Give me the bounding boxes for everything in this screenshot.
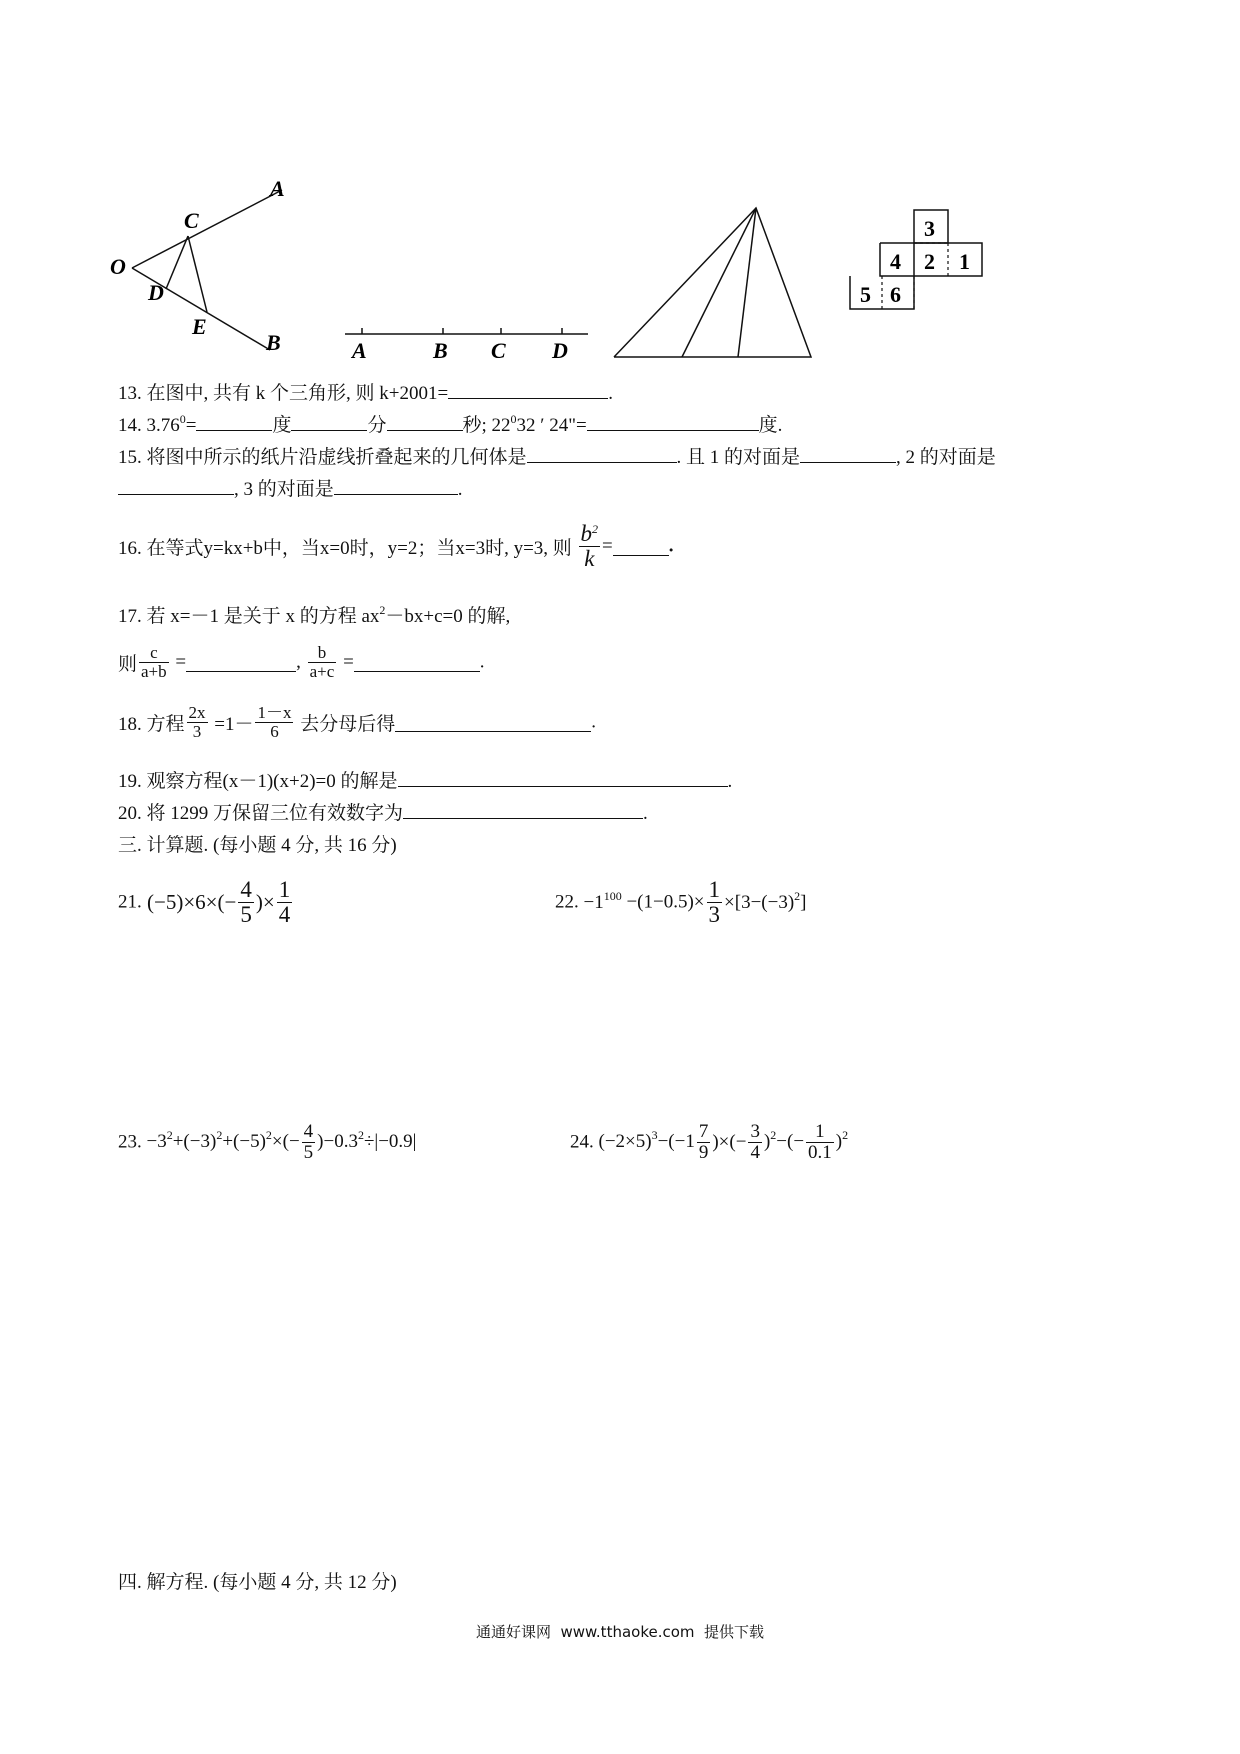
q16-answer-blank[interactable] (613, 537, 669, 556)
q21-part-b: )× (255, 890, 275, 915)
q22-part-c: ×[3−(−3) (724, 891, 795, 913)
q22-f-num: 1 (708, 877, 721, 902)
q24-part-b: −(−1 (657, 1131, 695, 1153)
q24-fraction-3 (806, 1122, 834, 1163)
q21-fraction-1 (238, 878, 254, 927)
q18-f1-den: 3 (192, 721, 202, 741)
q22-sup: 100 (603, 888, 622, 903)
q18-fraction-2 (255, 704, 293, 741)
q23-part-c: +(−5) (222, 1131, 266, 1153)
q22-f-den: 3 (708, 902, 721, 928)
q16-den: k (584, 546, 595, 572)
q15-blank-solid[interactable] (527, 444, 677, 463)
line-label-a: A (352, 338, 367, 363)
q24-h-num: 1 (806, 1122, 834, 1143)
line-label-b: B (433, 338, 448, 363)
label-d: D (148, 280, 164, 305)
question-19 (118, 766, 732, 793)
q17-fraction-2 (308, 644, 337, 681)
q19-text: 19. 观察方程(x－1)(x+2)=0 的解是 (118, 771, 398, 792)
label-c: C (184, 208, 199, 233)
q19-answer-blank[interactable] (398, 768, 728, 787)
q21-fraction-2 (277, 878, 293, 927)
q16-text: 16. 在等式y=kx+b中，当x=0时，y=2；当x=3时, y=3, 则 (118, 538, 572, 560)
q19-end: . (727, 771, 733, 792)
q22-part-d: ] (800, 891, 807, 913)
q17-text: 17. 若 x=－1 是关于 x 的方程 ax (118, 606, 380, 627)
q14-unit-end: 度. (758, 415, 783, 436)
q17-then: 则 (118, 653, 138, 675)
q15-end: . (457, 479, 463, 500)
q21-g-den: 4 (278, 902, 291, 928)
q24-h-den: 0.1 (808, 1141, 832, 1163)
question-17-answers (118, 644, 485, 681)
q22-part-b: −(1−0.5)× (626, 891, 705, 913)
q22-fraction (707, 878, 723, 927)
q22-part-a: −1 (583, 891, 604, 913)
q15-blank-2[interactable] (118, 476, 234, 495)
q17-sup: 2 (379, 603, 386, 617)
q13-end: . (608, 383, 613, 404)
q24-sup-1: 3 (651, 1128, 658, 1143)
q15-mid-2: , 2 的对面是 (896, 447, 996, 468)
q24-g-num: 3 (750, 1121, 760, 1142)
q17-f1-num: c (139, 644, 169, 663)
label-b: B (266, 330, 281, 355)
q17-eq-1: = (175, 651, 187, 673)
q18-f2-den: 6 (270, 721, 279, 741)
q14-unit-min: 分 (367, 415, 387, 436)
q21-part-a: (−5)×6×(− (147, 890, 237, 915)
question-15-line-1 (118, 442, 996, 469)
q16-eq: = (602, 535, 613, 557)
q14-blank-4[interactable] (587, 412, 759, 431)
q21-label: 21. (118, 891, 142, 913)
label-e: E (192, 314, 207, 339)
q23-f-den: 5 (303, 1141, 314, 1163)
segment-figure (340, 320, 590, 365)
q15-mid-3: , 3 的对面是 (234, 479, 334, 500)
question-24 (570, 1122, 848, 1163)
q23-part-b: +(−3) (172, 1131, 217, 1153)
question-18 (118, 704, 596, 741)
q23-f-num: 4 (303, 1121, 314, 1142)
q24-part-c: )×(− (712, 1131, 747, 1153)
q14-unit-deg: 度 (272, 415, 292, 436)
q14-blank-1[interactable] (196, 412, 272, 431)
q18-answer-blank[interactable] (395, 713, 591, 732)
q16-fraction (579, 522, 601, 571)
net-cell-1: 1 (959, 249, 970, 274)
triangle-figure (610, 205, 820, 365)
line-label-d: D (552, 338, 568, 363)
q24-f-den: 9 (698, 1141, 709, 1163)
page-footer: 通通好课网 www.tthaoke.com 提供下载 (475, 1623, 765, 1641)
q14-blank-3[interactable] (387, 412, 463, 431)
q17-f2-num: b (308, 644, 337, 663)
q13-text: 13. 在图中, 共有 k 个三角形, 则 k+2001= (118, 383, 449, 404)
q20-answer-blank[interactable] (403, 800, 643, 819)
q21-g-num: 1 (278, 877, 291, 902)
q18-end: . (591, 711, 596, 733)
angle-figure (110, 180, 330, 360)
q17-f1-den: a+b (141, 661, 167, 681)
q18-f2-num: 1－x (257, 703, 292, 722)
q16-end: . (668, 535, 674, 557)
q24-f-num: 7 (698, 1121, 709, 1142)
q24-label: 24. (570, 1131, 594, 1153)
question-13 (118, 378, 613, 405)
q20-end: . (643, 803, 648, 824)
q23-sup-1: 2 (166, 1128, 173, 1143)
q17-f2-den: a+c (309, 661, 335, 681)
net-cell-2: 2 (924, 249, 935, 274)
q24-fraction-1 (697, 1122, 711, 1163)
q17-rest: －bx+c=0 的解, (385, 606, 511, 627)
question-22 (555, 878, 807, 927)
q23-sup-2: 2 (216, 1128, 223, 1143)
question-23 (118, 1122, 416, 1163)
question-17 (118, 601, 510, 628)
q17-fraction-1 (139, 644, 169, 681)
question-15-line-2 (118, 474, 463, 501)
q22-label: 22. (555, 891, 579, 913)
question-16 (118, 522, 674, 571)
net-cell-3: 3 (924, 216, 935, 241)
q18-rest: 去分母后得 (300, 713, 396, 735)
q23-part-d: ×(− (271, 1131, 300, 1153)
q18-text: 18. 方程 (118, 713, 185, 735)
q17-end: . (479, 651, 485, 673)
label-a: A (270, 180, 285, 201)
q24-g-den: 4 (750, 1141, 760, 1163)
question-14 (118, 410, 782, 437)
q24-part-e: −(− (776, 1131, 805, 1153)
q16-num: b (580, 521, 593, 546)
q24-part-a: (−2×5) (598, 1131, 652, 1153)
q23-part-a: −3 (146, 1131, 167, 1153)
q14-sup-2: 0 (510, 412, 517, 426)
q23-part-f: ÷|−0.9| (363, 1131, 417, 1153)
q15-blank-1[interactable] (800, 444, 896, 463)
q24-sup-2: 2 (770, 1128, 777, 1143)
q18-mid: =1－ (214, 713, 254, 735)
q13-answer-blank[interactable] (448, 380, 608, 399)
q17-blank-2[interactable] (354, 653, 480, 672)
q14-sup: 0 (179, 412, 186, 426)
section-3-heading: 三. 计算题. (每小题 4 分, 共 16 分) (118, 835, 397, 856)
q24-part-d: ) (763, 1131, 771, 1153)
q16-num-sup: 2 (592, 522, 599, 536)
q18-f1-num: 2x (188, 703, 206, 722)
q18-fraction-1 (187, 704, 208, 741)
q22-sup-2: 2 (794, 888, 801, 903)
net-cell-5: 5 (860, 282, 871, 307)
q15-blank-3[interactable] (334, 476, 458, 495)
q24-part-f: ) (835, 1131, 843, 1153)
q17-eq-2: = (343, 651, 354, 673)
line-label-c: C (491, 338, 506, 363)
q17-sep: , (296, 651, 301, 673)
q23-part-e: )−0.3 (317, 1131, 358, 1153)
q21-f-num: 4 (240, 877, 252, 902)
q15-text: 15. 将图中所示的纸片沿虚线折叠起来的几何体是 (118, 447, 527, 468)
section-4-heading: 四. 解方程. (每小题 4 分, 共 12 分) (118, 1572, 397, 1593)
question-21 (118, 878, 294, 927)
q23-sup-4: 2 (357, 1128, 364, 1143)
question-20 (118, 798, 648, 825)
q14-rest: 32 ′ 24"= (516, 415, 587, 436)
cube-net-figure (848, 208, 984, 312)
q24-fraction-2 (748, 1122, 762, 1163)
q14-text: 14. 3.76 (118, 415, 180, 436)
q23-sup-3: 2 (265, 1128, 272, 1143)
q15-mid-1: . 且 1 的对面是 (676, 447, 801, 468)
q17-blank-1[interactable] (186, 653, 296, 672)
q23-label: 23. (118, 1131, 142, 1153)
q14-blank-2[interactable] (291, 412, 367, 431)
q14-eq: = (185, 415, 197, 436)
net-cell-6: 6 (890, 282, 901, 307)
q24-sup-3: 2 (842, 1128, 849, 1143)
q14-unit-sec: 秒; 22 (462, 415, 511, 436)
q20-text: 20. 将 1299 万保留三位有效数字为 (118, 803, 404, 824)
q23-fraction (302, 1122, 316, 1163)
net-cell-4: 4 (890, 249, 901, 274)
label-o: O (110, 254, 126, 279)
q21-f-den: 5 (240, 902, 252, 928)
